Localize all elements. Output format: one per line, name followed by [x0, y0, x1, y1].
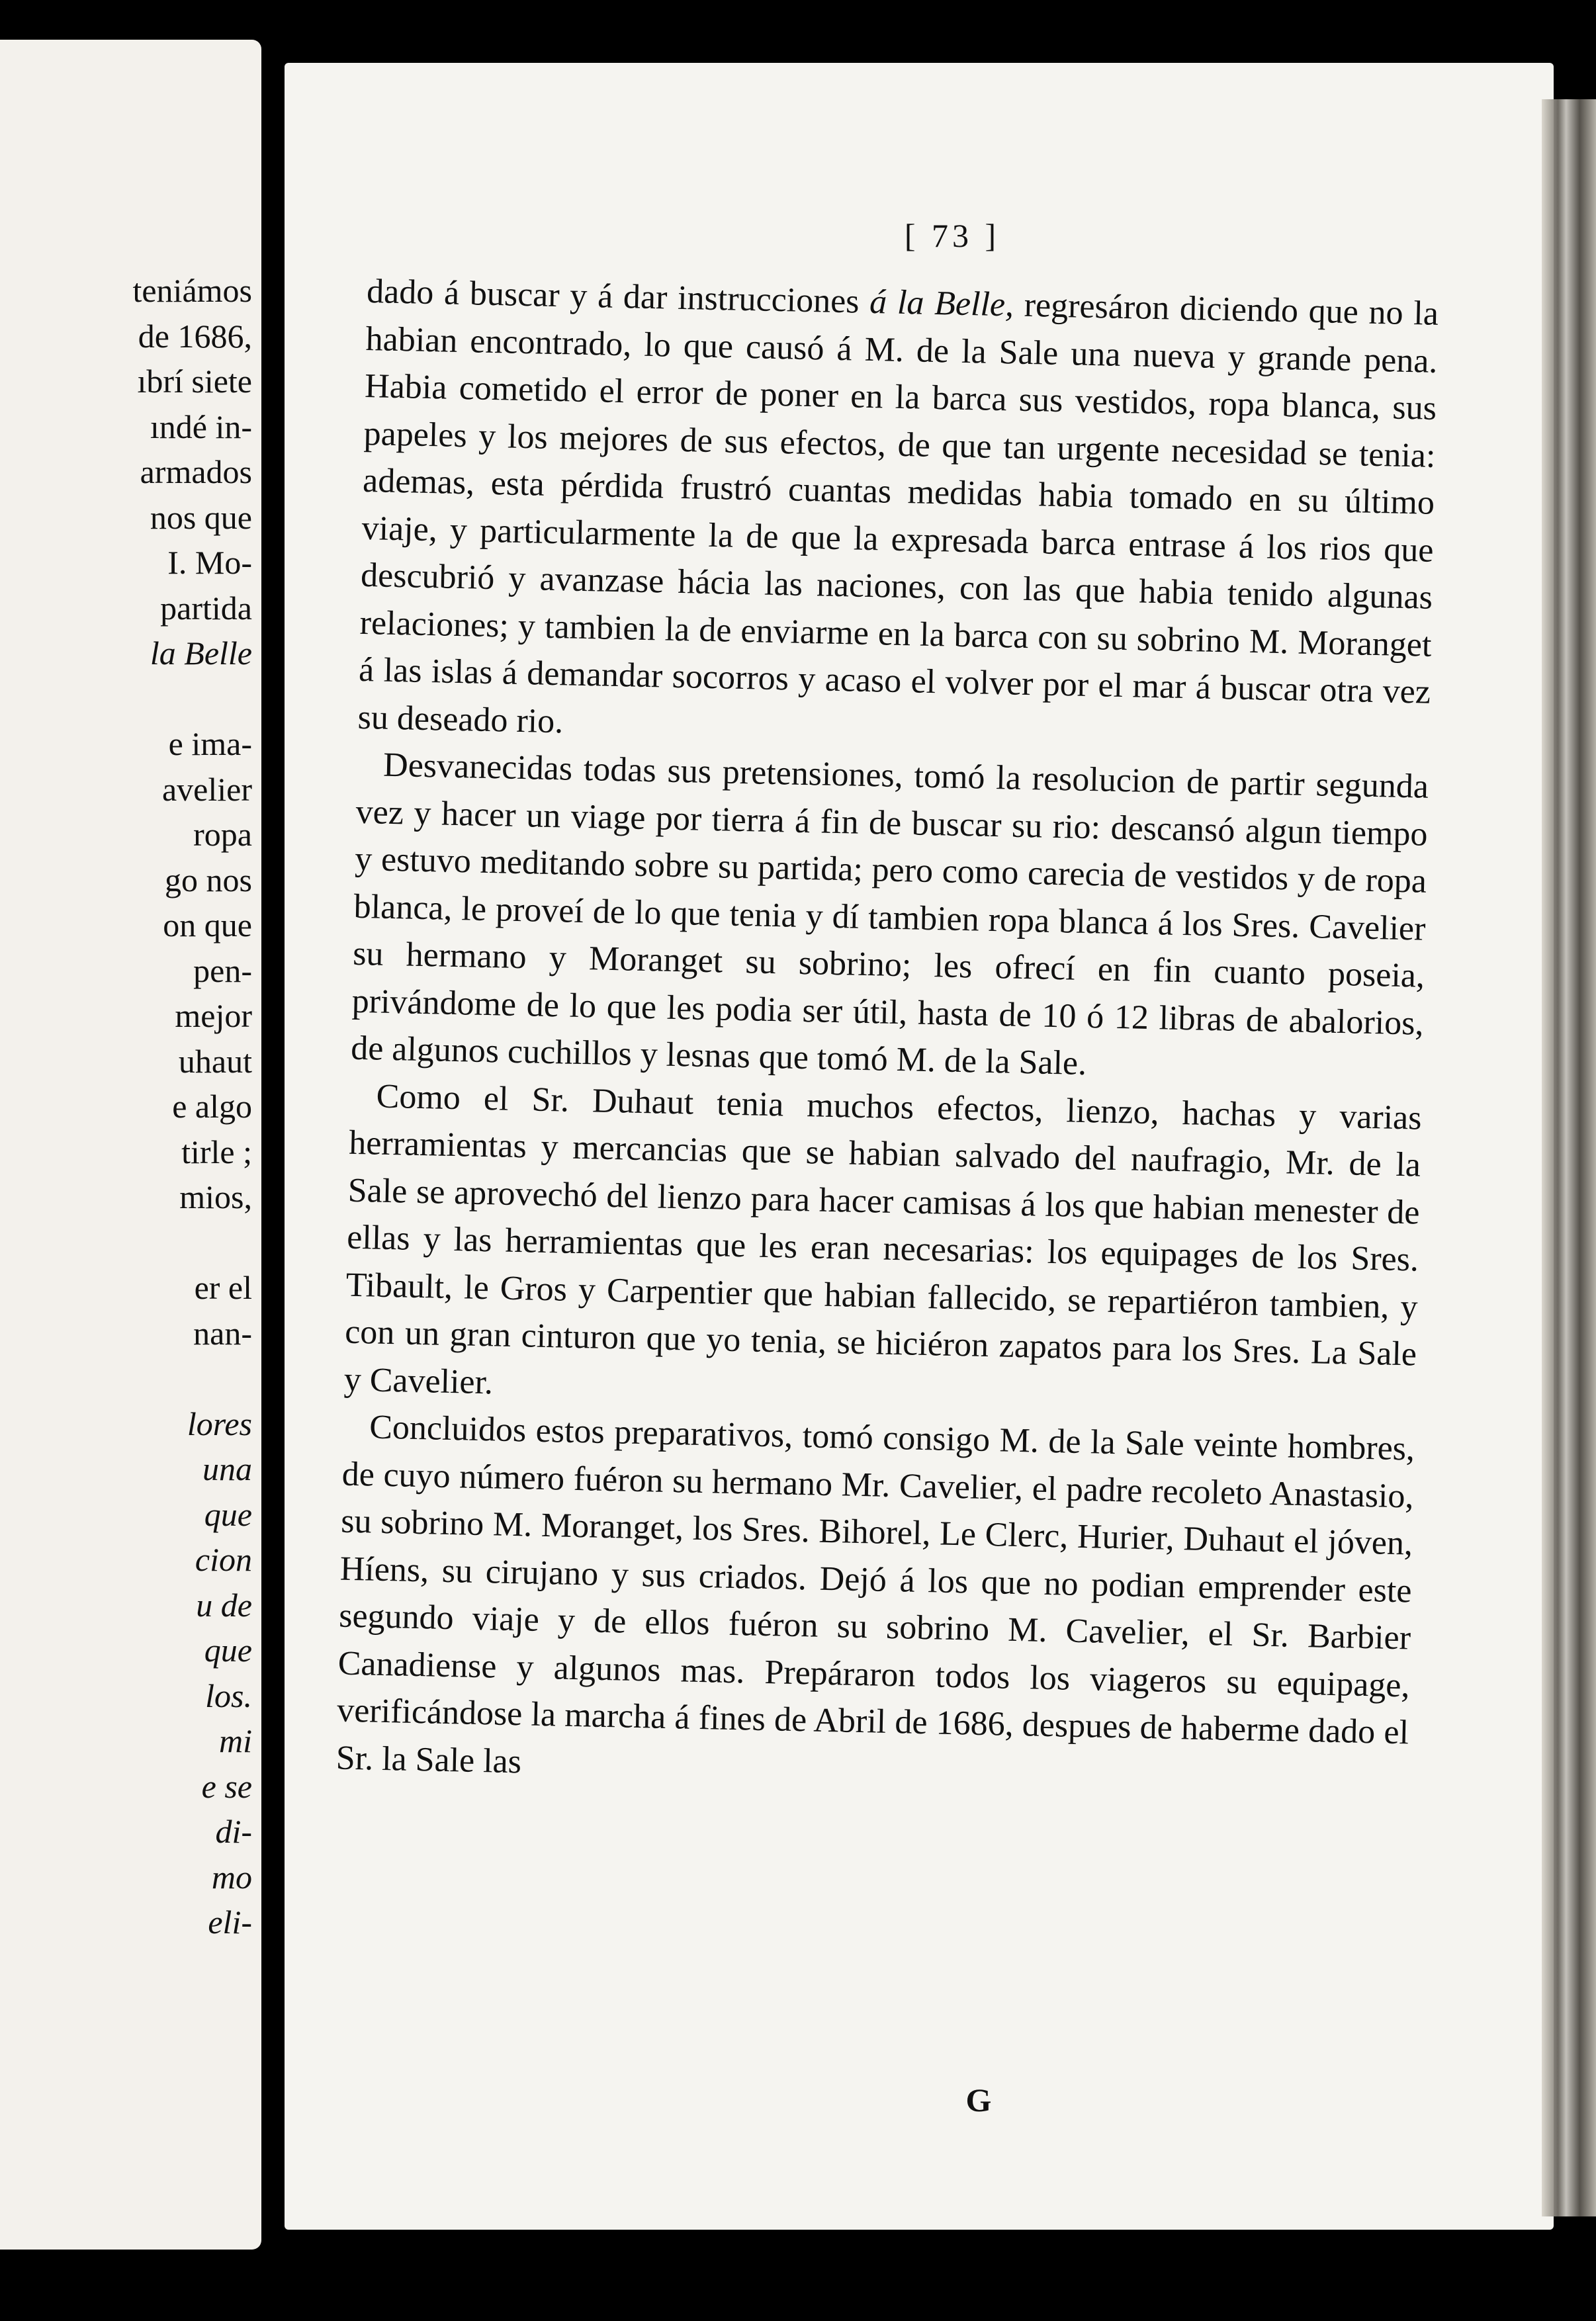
left-page-line: e se: [201, 1767, 252, 1805]
left-page-line: e ima-: [168, 725, 252, 762]
left-page-line: on que: [163, 906, 252, 943]
left-page-line: teniámos: [132, 272, 252, 309]
left-page-line: los.: [205, 1677, 252, 1714]
left-page-line: lores: [187, 1405, 252, 1442]
previous-page-fragment: [0, 40, 261, 2250]
paragraph: [357, 268, 1439, 764]
left-page-line: mo: [211, 1858, 252, 1896]
left-page-line: ıbrí siete: [137, 363, 252, 400]
text-run: regresáron diciendo que no la habian encontrado, lo que causó á M. de la Sale una nueva y grande pena. Habia cometido el error de poner en la barca sus vestidos, ropa blanca, sus papeles y los mejores de sus efectos, de que tan urgente necesidad se tenia: ademas, esta pérdida frustró cuantas medidas habia tomado en su último viaje, y particularmente la de que la expresada barca entrase á los rios que descubrió y avanzase hácia las naciones, con las que habia tenido algunas relaciones; y tambien la de enviarme en la barca con su sobrino M. Moranget á las islas á demandar socorros y acaso el volver por el mar á buscar otra vez su deseado rio.: [357, 286, 1439, 740]
left-page-line: tirle ;: [181, 1133, 252, 1170]
left-page-line: cion: [195, 1541, 252, 1578]
left-page-line: e algo: [172, 1088, 252, 1125]
left-page-line: go nos: [165, 861, 252, 898]
left-page-line: I. Mo-: [167, 544, 252, 581]
left-page-line: er el: [194, 1269, 252, 1306]
page-stack-edge: [1542, 99, 1596, 2216]
left-page-line: partida: [160, 589, 252, 627]
left-page-line: que: [204, 1495, 252, 1533]
left-page-line: armados: [140, 453, 252, 490]
left-page-line: avelier: [161, 770, 252, 808]
book-page: [285, 63, 1554, 2230]
paragraph: [335, 1403, 1415, 1804]
text-run: Desvanecidas todas sus pretensiones, tomó la resolucion de partir segunda vez y hacer un viage por tierra á fin de buscar su rio: descansó algun tiempo y estuvo meditando sobre su partida; pero como carecia de vestidos y de ropa blanca, le proveí de lo que tenia y dí tambien ropa blanca á los Sres. Cavelier su hermano y Moranget su sobrino; les ofrecí en fin cuanto poseia, privándome de lo que les podia ser útil, hasta de 10 ó 12 libras de abalorios, de algunos cuchillos y lesnas que tomó M. de la Sale.: [350, 746, 1429, 1083]
left-page-line: la Belle: [150, 635, 252, 672]
left-page-line: mi: [219, 1722, 252, 1759]
left-page-line: nan-: [193, 1314, 252, 1352]
left-page-line: u de: [196, 1586, 252, 1624]
left-page-line: eli-: [208, 1904, 252, 1941]
paragraph: [351, 741, 1429, 1094]
text-run: Como el Sr. Duhaut tenia muchos efectos, lienzo, hachas y varias herramientas y mercancias que se habian salvado del naufragio, Mr. de la Sale se aprovechó del lienzo para hacer camisas á los que habian menester de ellas y las herramientas que les eran necesarias: los equipages de los Sres. Tibault, le Gros y Carpentier que habian fallecido, se repartiéron tambien, y con un gran cinturon que yo tenia, se hiciéron zapatos para los Sres. La Sale y Cavelier.: [343, 1077, 1423, 1401]
italic-text: á la Belle,: [869, 283, 1014, 324]
left-page-line: ropa: [193, 816, 252, 853]
left-page-line: de 1686,: [138, 317, 252, 355]
printer-signature-mark: G: [965, 2081, 992, 2119]
page-body-text: [335, 268, 1439, 1804]
left-page-line: nos que: [150, 498, 252, 536]
left-page-line: uhaut: [178, 1042, 252, 1080]
text-run: dado á buscar y á dar instrucciones: [366, 272, 870, 321]
left-page-line: una: [202, 1450, 252, 1487]
left-page-line: mejor: [175, 997, 252, 1034]
left-page-line: ındé in-: [150, 408, 252, 445]
left-page-line: di-: [215, 1813, 252, 1850]
left-page-line: que: [204, 1632, 252, 1669]
left-page-line: mios,: [179, 1178, 252, 1215]
left-page-line: pen-: [193, 951, 252, 989]
page-number-header: [ 73 ]: [904, 217, 1000, 254]
text-run: Concluidos estos preparativos, tomó consigo M. de la Sale veinte hombres, de cuyo número fuéron su hermano Mr. Cavelier, el padre recoleto Anastasio, su sobrino M. Moranget, los Sres. Bihorel, Le Clerc, Hurier, Duhaut el jóven, Híens, su cirujano y sus criados. Dejó á los que no podian emprender este segundo viaje y de ellos fuéron su sobrino M. Cavelier, el Sr. Barbier Canadiense y algunos mas. Prepáraron todos los viageros su equipage, verificándose la marcha á fines de Abril de 1686, despues de haberme dado el Sr. la Sale las: [335, 1408, 1415, 1780]
paragraph: [343, 1072, 1422, 1425]
